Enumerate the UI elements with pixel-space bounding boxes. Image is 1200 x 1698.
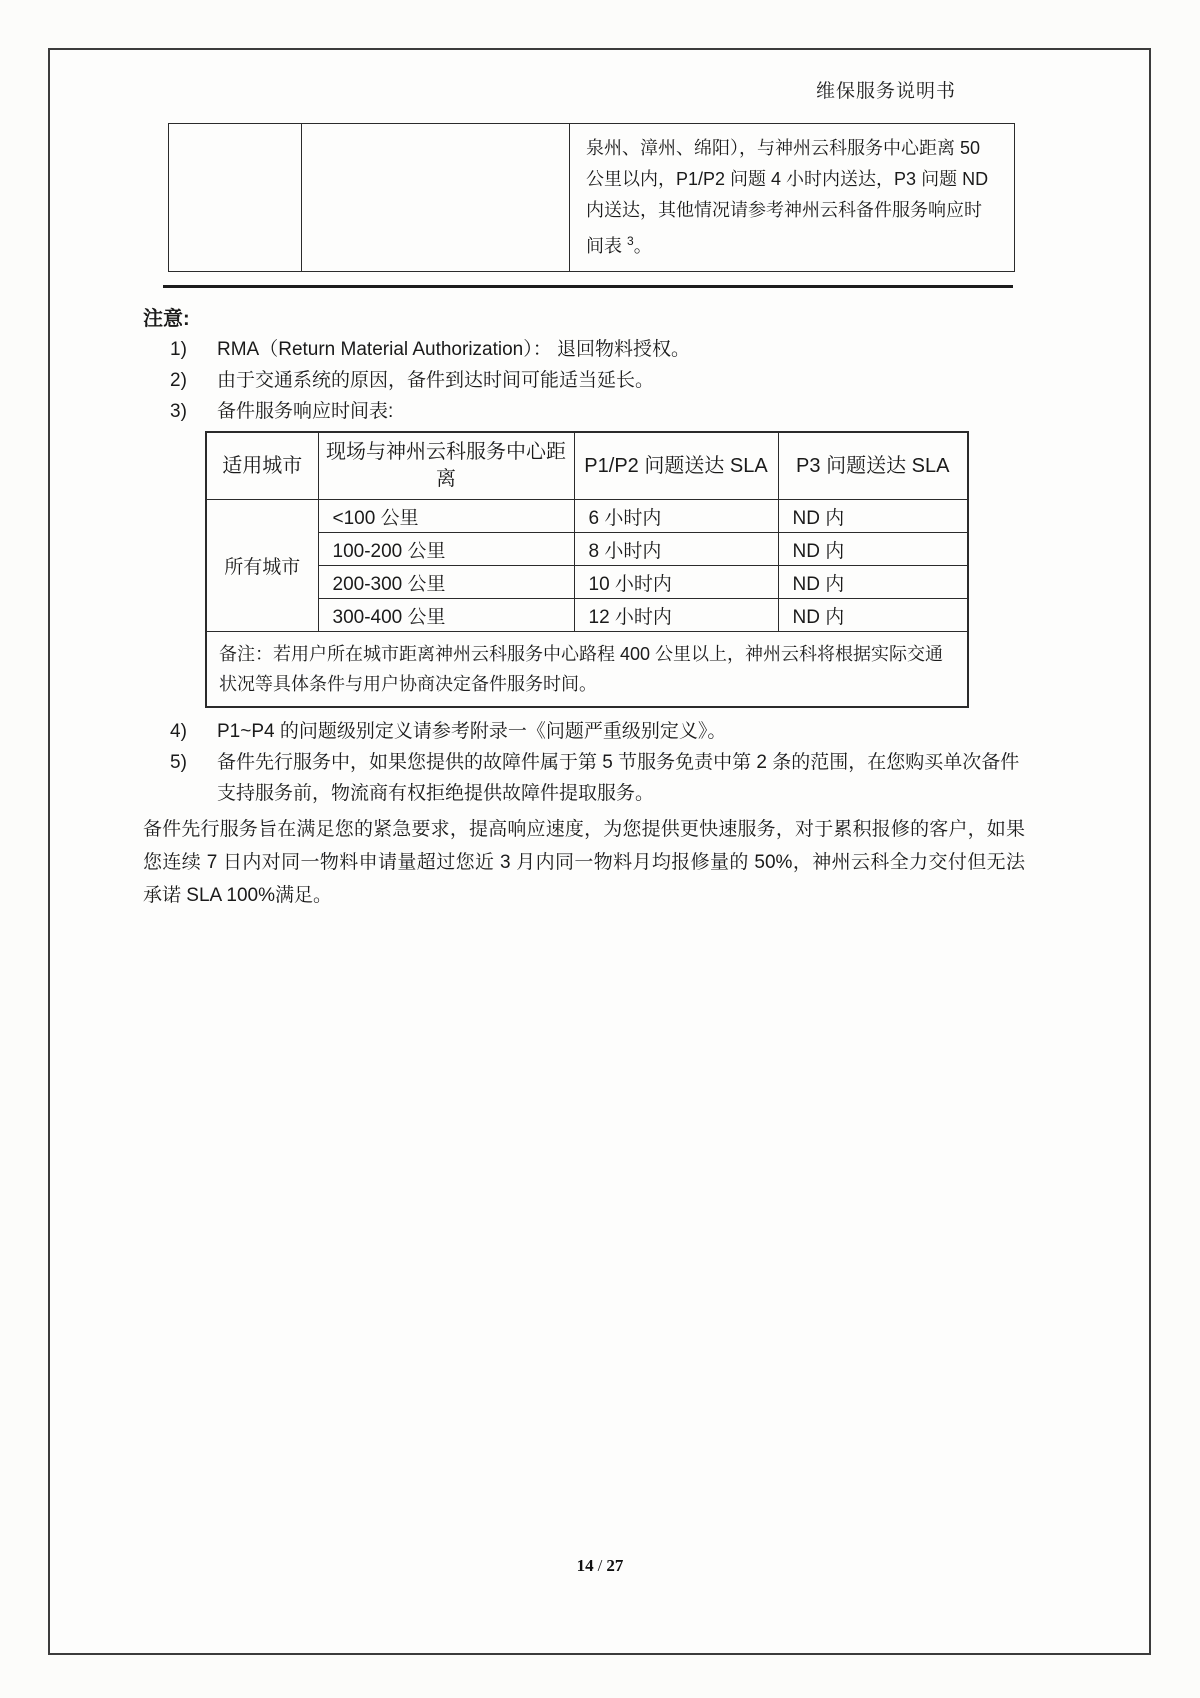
closing-paragraph: 备件先行服务旨在满足您的紧急要求，提高响应速度，为您提供更快速服务，对于累积报修的客户，如果您连续 7 日内对同一物料申请量超过您近 3 月内同一物料月均报修量的 50%，神州云科全力交付但无法承诺 SLA 100%满足。 — [143, 819, 1025, 906]
continuation-table-row — [169, 124, 1015, 272]
continuation-table — [168, 123, 1015, 272]
note-text: RMA（Return Material Authorization）： 退回物料授权。 — [217, 339, 691, 360]
note-number: 1) — [170, 339, 187, 360]
continuation-text-end: 。 — [633, 236, 652, 256]
note-text: 备件先行服务中，如果您提供的故障件属于第 5 节服务免责中第 2 条的范围，在您购买单次备件支持服务前，物流商有权拒绝提供故障件提取服务。 — [217, 752, 1020, 804]
sla-distance-cell: 100-200 公里 — [318, 533, 574, 566]
sla-table — [205, 431, 969, 708]
sla-row-1 — [206, 500, 968, 533]
sla-p1p2-cell: 6 小时内 — [574, 500, 778, 533]
footnote-superscript: 3 — [627, 234, 634, 248]
sla-header-p3: P3 问题送达 SLA — [778, 432, 968, 500]
page-footer — [0, 1556, 1200, 1576]
note-text: 由于交通系统的原因，备件到达时间可能适当延长。 — [217, 370, 655, 391]
sla-row-3 — [206, 566, 968, 599]
sla-p1p2-cell: 10 小时内 — [574, 566, 778, 599]
sla-p1p2-cell: 8 小时内 — [574, 533, 778, 566]
note-text: P1~P4 的问题级别定义请参考附录一《问题严重级别定义》。 — [217, 721, 727, 742]
note-item-2 — [143, 365, 1025, 396]
sla-note-cell: 备注：若用户所在城市距离神州云科服务中心路程 400 公里以上，神州云科将根据实际交通状况等具体条件与用户协商决定备件服务时间。 — [206, 632, 968, 708]
notice-title: 注意: — [143, 308, 190, 330]
note-item-5 — [143, 747, 1025, 809]
sla-p1p2-cell: 12 小时内 — [574, 599, 778, 632]
sla-header-distance: 现场与神州云科服务中心距离 — [318, 432, 574, 500]
footer-total-pages: 27 — [606, 1556, 624, 1575]
sla-distance-cell: 200-300 公里 — [318, 566, 574, 599]
sla-row-4 — [206, 599, 968, 632]
sla-row-2 — [206, 533, 968, 566]
continuation-cell-empty-1 — [169, 124, 302, 272]
sla-distance-cell: <100 公里 — [318, 500, 574, 533]
continuation-text: 泉州、漳州、绵阳），与神州云科服务中心距离 50 公里以内，P1/P2 问题 4 小时内送达，P3 问题 ND 内送达，其他情况请参考神州云科备件服务响应时间表 — [586, 138, 989, 256]
sla-city-group-cell: 所有城市 — [206, 500, 318, 632]
section-divider-rule — [163, 285, 1013, 288]
note-number: 2) — [170, 370, 187, 391]
note-item-3 — [143, 396, 1025, 427]
header-title: 维保服务说明书 — [815, 81, 956, 102]
footer-page-number: 14 — [576, 1556, 594, 1575]
note-item-1 — [143, 334, 1025, 365]
sla-header-p1p2: P1/P2 问题送达 SLA — [574, 432, 778, 500]
note-number: 5) — [170, 752, 187, 773]
sla-header-city: 适用城市 — [206, 432, 318, 500]
continuation-cell-text — [570, 124, 1015, 272]
sla-distance-cell: 300-400 公里 — [318, 599, 574, 632]
note-item-4 — [143, 716, 1025, 747]
note-text: 备件服务响应时间表: — [217, 401, 394, 422]
note-number: 3) — [170, 401, 187, 422]
sla-p3-cell: ND 内 — [778, 599, 968, 632]
sla-header-row — [206, 432, 968, 500]
footer-separator: / — [597, 1556, 603, 1575]
sla-p3-cell: ND 内 — [778, 533, 968, 566]
page-content — [143, 123, 1025, 912]
page-header — [816, 76, 956, 103]
note-number: 4) — [170, 721, 187, 742]
sla-p3-cell: ND 内 — [778, 566, 968, 599]
continuation-cell-empty-2 — [302, 124, 570, 272]
sla-note-row — [206, 632, 968, 708]
sla-p3-cell: ND 内 — [778, 500, 968, 533]
